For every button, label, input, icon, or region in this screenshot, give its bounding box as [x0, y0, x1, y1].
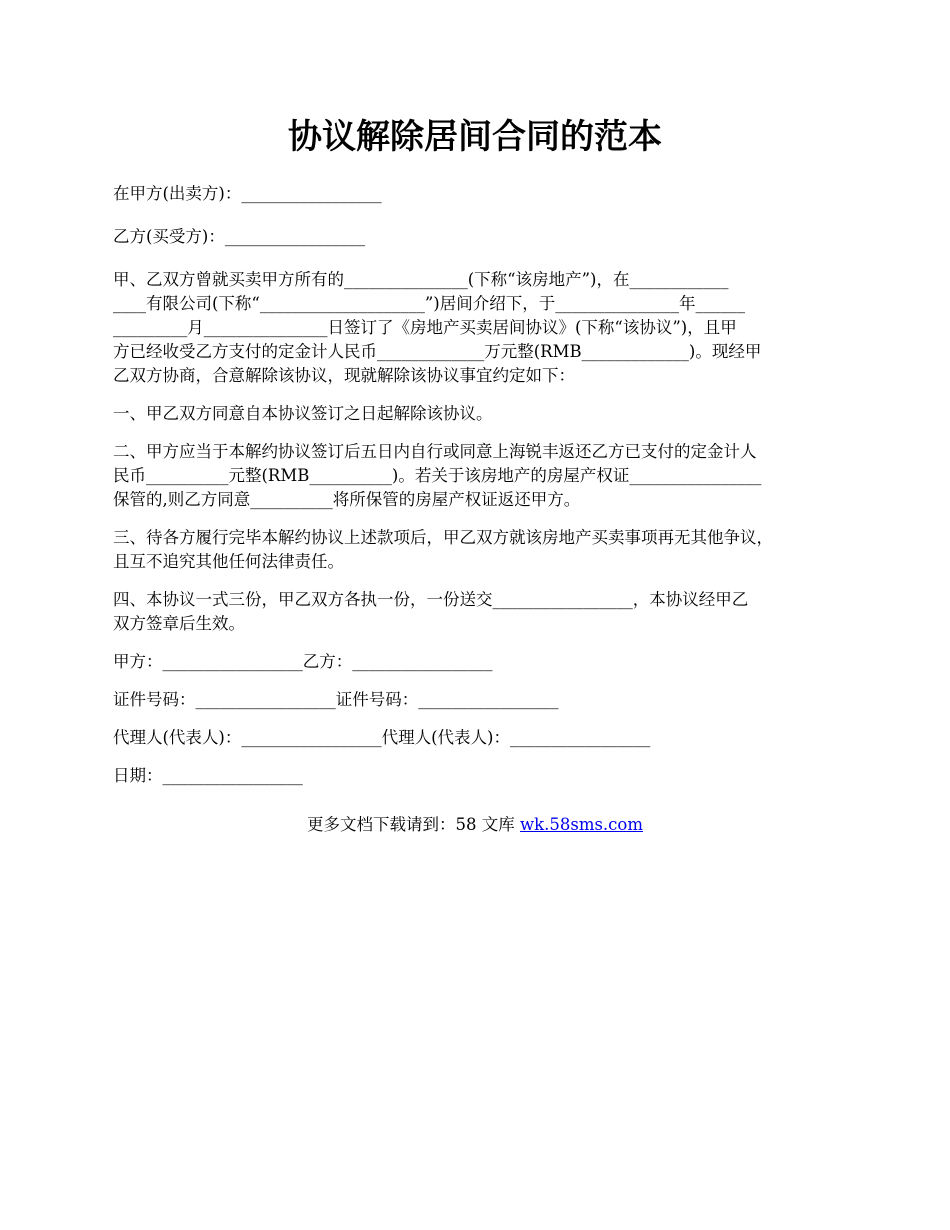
intro-paragraph	[113, 268, 853, 388]
clause-2	[113, 440, 853, 512]
clause-3	[113, 526, 853, 574]
clause-2-line-2: 民币__________元整(RMB__________)。若关于该房地产的房屋产权证________________	[113, 466, 762, 485]
intro-line-3: _________月_______________日签订了《房地产买卖居间协议》(下称“该协议”)，且甲	[113, 318, 737, 337]
signature-date: 日期：_________________	[113, 766, 303, 785]
buyer-line: 乙方(买受方)：_________________	[113, 227, 366, 246]
document-title: 协议解除居间合同的范本	[288, 117, 662, 157]
intro-line-5: 乙双方协商，合意解除该协议，现就解除该协议事宜约定如下：	[113, 366, 575, 385]
clause-4-line-2: 双方签章后生效。	[113, 614, 245, 633]
clause-4	[113, 588, 853, 636]
intro-line-4: 方已经收受乙方支付的定金计人民币_____________万元整(RMB_____________)。现经甲	[113, 342, 762, 361]
signature-id-numbers: 证件号码：_________________证件号码：_________________	[113, 690, 559, 709]
signature-agents: 代理人(代表人)：_________________代理人(代表人)：_________________	[113, 728, 651, 747]
intro-line-1: 甲、乙双方曾就买卖甲方所有的_______________(下称“该房地产”)，在____________	[113, 270, 729, 289]
document-body	[113, 182, 853, 788]
clause-3-line-1: 三、待各方履行完毕本解约协议上述款项后，甲乙双方就该房地产买卖事项再无其他争议，	[113, 528, 773, 547]
footer-text: 更多文档下载请到：58 文库	[306, 815, 520, 834]
footer-link[interactable]: wk.58sms.com	[519, 815, 643, 834]
clause-2-line-1: 二、甲方应当于本解约协议签订后五日内自行或同意上海锐丰返还乙方已支付的定金计人	[113, 442, 757, 461]
clause-2-line-3: 保管的,则乙方同意__________将所保管的房屋产权证返还甲方。	[113, 490, 581, 509]
footer	[0, 813, 950, 837]
clause-4-line-1: 四、本协议一式三份，甲乙双方各执一份，一份送交_________________，本协议经甲乙	[113, 590, 749, 609]
seller-line: 在甲方(出卖方)：_________________	[113, 184, 382, 203]
clause-1: 一、甲乙双方同意自本协议签订之日起解除该协议。	[113, 404, 493, 423]
signature-parties: 甲方：_________________乙方：_________________	[113, 652, 493, 671]
intro-line-2: ____有限公司(下称“____________________”)居间介绍下，于_______________年______	[113, 294, 745, 313]
clause-3-line-2: 且互不追究其他任何法律责任。	[113, 552, 344, 571]
